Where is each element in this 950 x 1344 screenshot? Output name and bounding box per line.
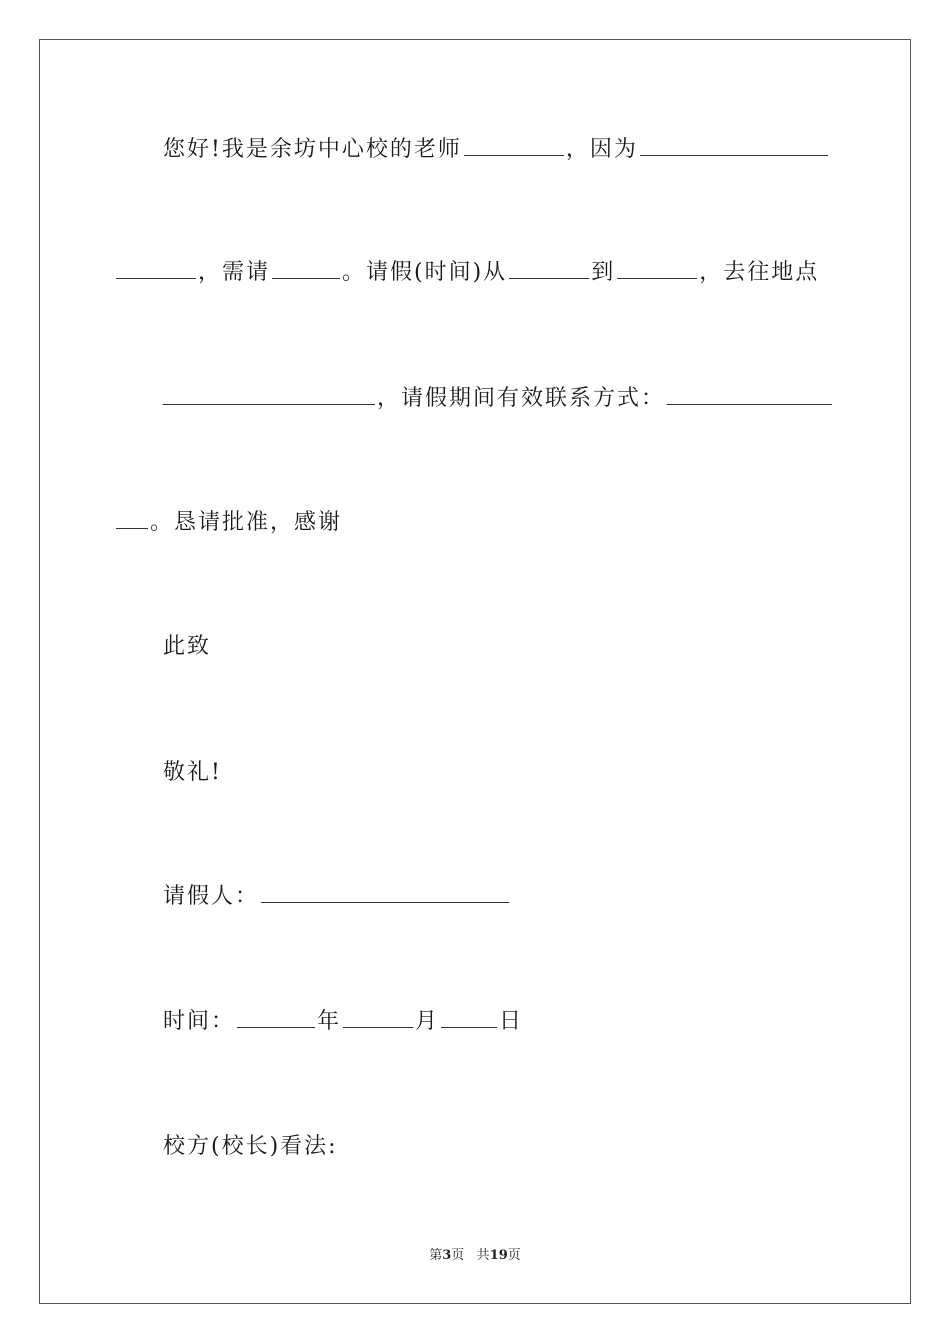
page-prefix: 第	[429, 1248, 443, 1263]
contact-blank[interactable]	[667, 384, 832, 405]
page-number: 3	[442, 1248, 452, 1263]
date-line	[163, 1007, 523, 1037]
destination-blank[interactable]	[163, 384, 375, 405]
body-line-3	[163, 384, 834, 414]
reason-blank-continued[interactable]	[116, 258, 196, 279]
request-approval-text: 。恳请批准，感谢	[150, 510, 343, 535]
contact-blank-continued[interactable]	[116, 508, 148, 529]
date-label: 时间：	[163, 1009, 236, 1034]
total-suffix: 页	[507, 1248, 521, 1263]
end-date-blank[interactable]	[617, 258, 697, 279]
applicant-blank[interactable]	[261, 882, 509, 903]
closing-salutation: 此致	[163, 634, 212, 659]
page-footer	[0, 1247, 950, 1265]
reason-label: ，因为	[565, 137, 638, 162]
applicant-label: 请假人：	[163, 884, 260, 909]
closing-regards: 敬礼!	[163, 760, 222, 785]
month-blank[interactable]	[343, 1007, 413, 1028]
principal-opinion-label: 校方(校长)看法:	[163, 1134, 338, 1159]
page-frame	[39, 39, 911, 1304]
greeting-text: 您好!我是余坊中心校的老师	[163, 137, 462, 162]
body-line-1	[163, 135, 830, 165]
leave-time-from-label: 。请假(时间)从	[342, 260, 508, 285]
start-date-blank[interactable]	[509, 258, 589, 279]
total-pages: 19	[489, 1248, 508, 1263]
teacher-name-blank[interactable]	[464, 135, 564, 156]
day-blank[interactable]	[441, 1007, 497, 1028]
contact-label: ，请假期间有效联系方式：	[377, 386, 666, 411]
destination-label: ，去往地点	[699, 260, 820, 285]
year-blank[interactable]	[237, 1007, 315, 1028]
applicant-line	[163, 882, 511, 912]
leave-type-blank[interactable]	[272, 258, 340, 279]
total-prefix: 共	[476, 1248, 490, 1263]
year-label: 年	[317, 1009, 342, 1034]
reason-blank[interactable]	[640, 135, 828, 156]
day-label: 日	[499, 1009, 524, 1034]
leave-type-label: ，需请	[198, 260, 271, 285]
month-label: 月	[415, 1009, 440, 1034]
leave-time-to-label: 到	[591, 260, 616, 285]
page-suffix: 页	[451, 1248, 465, 1263]
body-line-4	[116, 508, 342, 538]
body-line-2	[116, 258, 819, 288]
